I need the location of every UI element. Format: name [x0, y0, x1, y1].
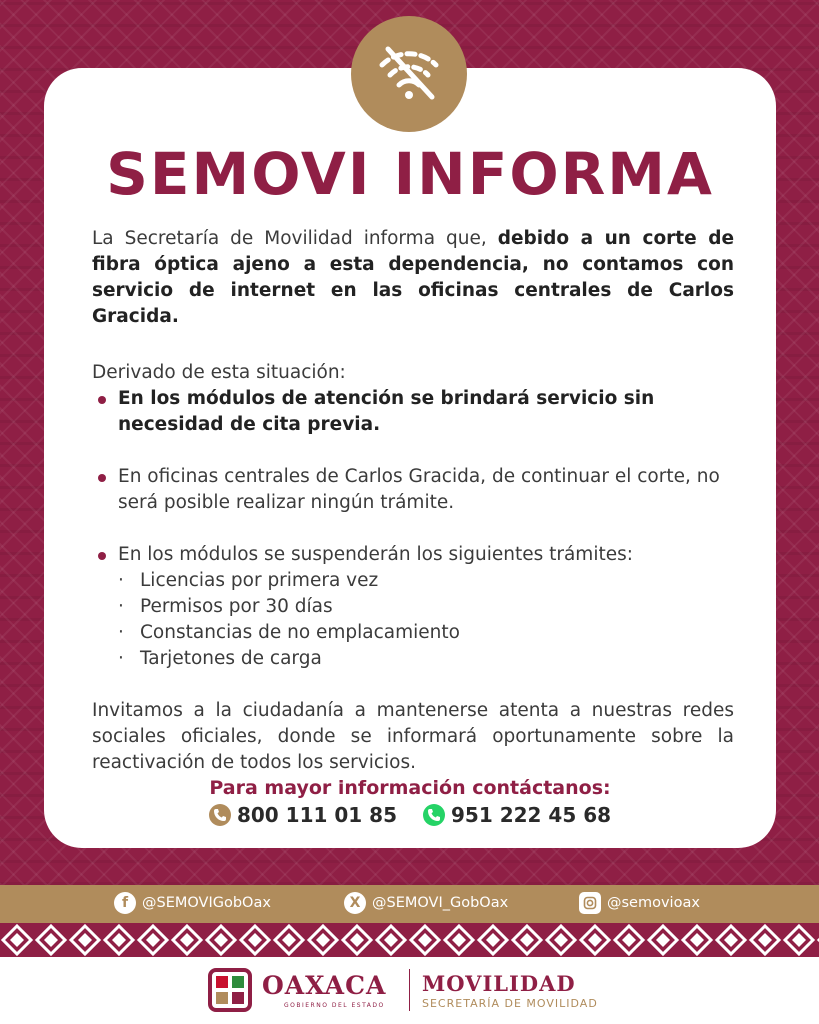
instagram-link[interactable]: [579, 892, 700, 914]
social-bar: [0, 885, 819, 923]
whatsapp-icon: [423, 804, 445, 826]
oaxaca-subtitle: GOBIERNO DEL ESTADO: [284, 1002, 385, 1009]
whatsapp-number: 951 222 45 68: [451, 803, 612, 827]
x-icon: X: [344, 892, 366, 914]
movilidad-subtitle: SECRETARÍA DE MOVILIDAD: [422, 997, 598, 1010]
contact-phones: [44, 803, 776, 827]
footer: [0, 957, 819, 1024]
decorative-band: [0, 923, 819, 957]
bullet-item: En los módulos de atención se brindará servicio sin necesidad de cita previa.: [92, 386, 734, 438]
lead-text: Derivado de esta situación:: [92, 362, 346, 383]
oaxaca-emblem-icon: [206, 966, 254, 1018]
bullet-item: En los módulos se suspenderán los siguientes trámites:: [92, 542, 734, 568]
intro-bold-text: debido a un corte de fibra óptica ajeno a esta dependencia, no contamos con servicio de internet en las oficinas centrales de Carlos Gracida.: [92, 228, 734, 327]
whatsapp-link[interactable]: [423, 803, 611, 827]
closing-paragraph: Invitamos a la ciudadanía a mantenerse atenta a nuestras redes sociales oficiales, donde se informará oportunamente sobre la reactivación de todos los servicios.: [92, 700, 734, 773]
movilidad-logo-text: MOVILIDAD: [422, 971, 576, 996]
list-item: · Constancias de no emplacamiento: [118, 620, 734, 646]
logo-divider: [409, 969, 410, 1011]
list-item: · Permisos por 30 días: [118, 594, 734, 620]
wifi-off-icon: [374, 37, 444, 111]
suspended-list: [92, 568, 734, 672]
intro-text: La Secretaría de Movilidad informa que,: [92, 228, 498, 249]
facebook-handle: @SEMOVIGobOax: [142, 895, 271, 911]
bullet-item: En oficinas centrales de Carlos Gracida, de continuar el corte, no será posible realizar ningún trámite.: [92, 464, 734, 516]
x-link[interactable]: [344, 892, 508, 914]
instagram-handle: @semovioax: [607, 895, 700, 911]
header-badge: [351, 16, 467, 132]
facebook-icon: f: [114, 892, 136, 914]
instagram-icon: [579, 892, 601, 914]
contact-title: Para mayor información contáctanos:: [209, 777, 611, 799]
x-handle: @SEMOVI_GobOax: [372, 895, 509, 911]
list-item: · Licencias por primera vez: [118, 568, 734, 594]
intro-paragraph: [92, 226, 734, 330]
phone-number: 800 111 01 85: [236, 803, 397, 827]
phone-icon: [209, 804, 231, 826]
facebook-link[interactable]: [114, 892, 271, 914]
page-title: SEMOVI INFORMA: [106, 140, 714, 208]
list-item: · Tarjetones de carga: [118, 646, 734, 672]
notice-body: [92, 226, 734, 776]
oaxaca-logo-text: OAXACA: [262, 971, 387, 1000]
phone-link[interactable]: [209, 803, 397, 827]
